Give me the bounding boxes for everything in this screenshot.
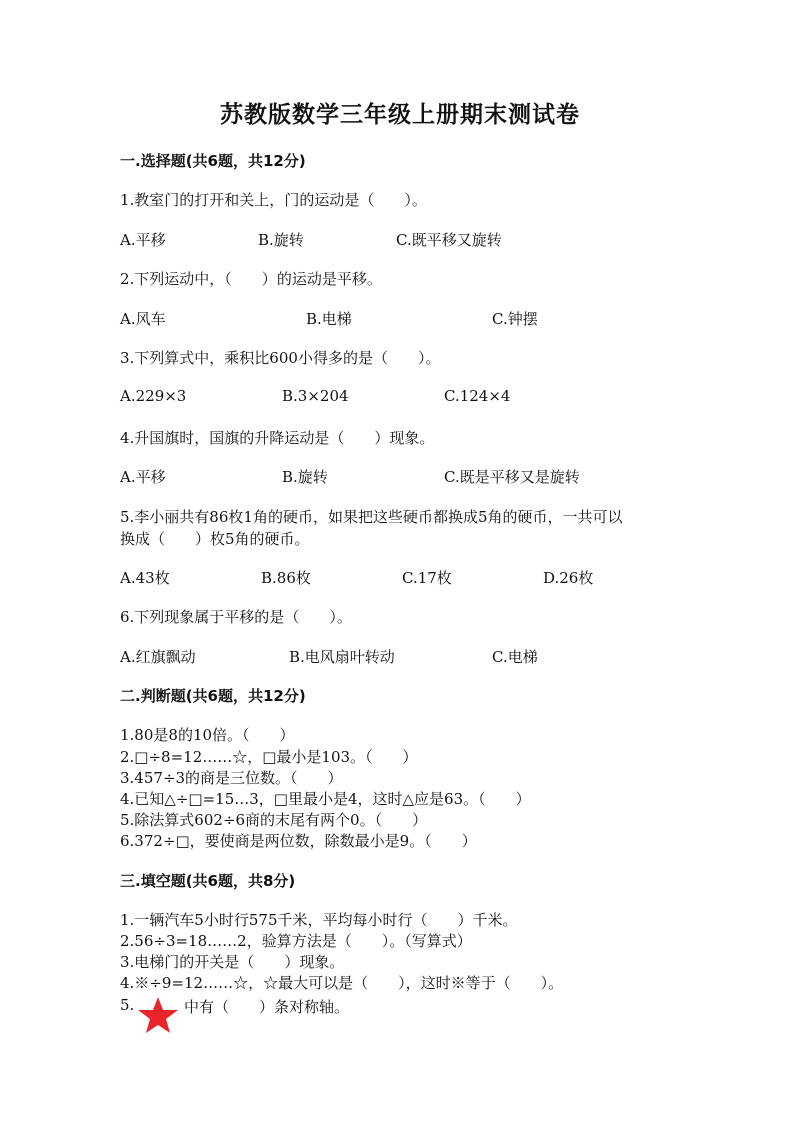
option-b: B.旋转 xyxy=(282,468,328,486)
option-b: B.电梯 xyxy=(306,310,352,328)
option-a: A.平移 xyxy=(120,231,166,249)
option-c: C.既平移又旋转 xyxy=(396,231,502,249)
option-a: A.43枚 xyxy=(120,569,170,587)
fill-item-suffix: 中有（ ）条对称轴。 xyxy=(184,998,350,1016)
option-c: C.124×4 xyxy=(444,387,511,405)
question-text: 1.教室门的打开和关上，门的运动是（ ）。 xyxy=(120,191,427,209)
fill-item: 1.一辆汽车5小时行575千米，平均每小时行（ ）千米。 xyxy=(120,911,518,929)
option-c: C.17枚 xyxy=(402,569,452,587)
option-b: B.电风扇叶转动 xyxy=(289,648,395,666)
option-c: C.既是平移又是旋转 xyxy=(444,468,580,486)
option-a: A.红旗飘动 xyxy=(120,648,196,666)
question-text: 4.升国旗时，国旗的升降运动是（ ）现象。 xyxy=(120,429,435,447)
option-a: A.229×3 xyxy=(120,387,187,405)
question-text: 6.下列现象属于平移的是（ ）。 xyxy=(120,608,352,626)
question-text: 2.下列运动中，（ ）的运动是平移。 xyxy=(120,270,382,288)
fill-item: 3.电梯门的开关是（ ）现象。 xyxy=(120,953,345,971)
option-c: C.钟摆 xyxy=(492,310,538,328)
option-a: A.风车 xyxy=(120,310,166,328)
page-title: 苏教版数学三年级上册期末测试卷 xyxy=(220,101,580,128)
red-star-icon xyxy=(136,996,180,1034)
question-text: 5.李小丽共有86枚1角的硬币，如果把这些硬币都换成5角的硬币，一共可以 xyxy=(120,508,623,526)
option-c: C.电梯 xyxy=(492,648,538,666)
section-heading-judgement: 二.判断题(共6题，共12分) xyxy=(120,687,306,705)
option-a: A.平移 xyxy=(120,468,166,486)
star-shape xyxy=(136,996,180,1034)
option-b: B.3×204 xyxy=(282,387,349,405)
judgement-item: 2.□÷8=12……☆，□最小是103。（ ） xyxy=(120,748,418,766)
option-b: B.旋转 xyxy=(258,231,304,249)
question-text: 3.下列算式中，乘积比600小得多的是（ ）。 xyxy=(120,349,441,367)
option-d: D.26枚 xyxy=(543,569,594,587)
option-b: B.86枚 xyxy=(261,569,311,587)
fill-item: 2.56÷3=18……2，验算方法是（ ）。（写算式） xyxy=(120,932,472,950)
question-text-continued: 换成（ ）枚5角的硬币。 xyxy=(120,530,310,548)
judgement-item: 6.372÷□，要使商是两位数，除数最小是9。（ ） xyxy=(120,832,477,850)
fill-item: 4.※÷9=12……☆，☆最大可以是（ ），这时※等于（ ）。 xyxy=(120,974,564,992)
judgement-item: 1.80是8的10倍。（ ） xyxy=(120,726,295,744)
fill-item-prefix: 5. xyxy=(120,996,135,1014)
judgement-item: 3.457÷3的商是三位数。（ ） xyxy=(120,769,343,787)
section-heading-choice: 一.选择题(共6题，共12分) xyxy=(120,152,306,170)
judgement-item: 4.已知△÷□=15…3，□里最小是4，这时△应是63。（ ） xyxy=(120,790,531,808)
judgement-item: 5.除法算式602÷6商的末尾有两个0。（ ） xyxy=(120,811,428,829)
section-heading-fill: 三.填空题(共6题，共8分) xyxy=(120,872,296,890)
